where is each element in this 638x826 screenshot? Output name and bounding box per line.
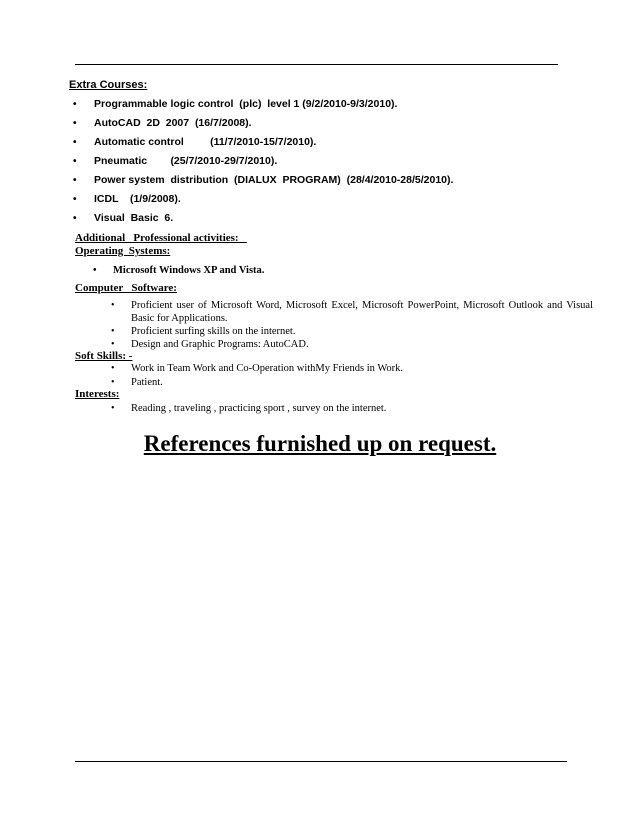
soft-skills-heading: Soft Skills: - — [75, 350, 133, 362]
extra-courses-heading: Extra Courses: — [69, 79, 148, 91]
bullet-icon: • — [73, 118, 77, 129]
operating-system-item — [93, 264, 265, 277]
operating-systems-heading: Operating Systems: — [75, 245, 171, 257]
operating-system-text: Microsoft Windows XP and Vista. — [113, 265, 265, 276]
bullet-icon: • — [111, 403, 115, 414]
soft-skill-text: Work in Team Work and Co-Operation withMy Friends in Work. — [131, 363, 404, 374]
interests-heading: Interests: — [75, 388, 120, 400]
interest-item — [111, 402, 387, 415]
bullet-icon: • — [73, 213, 77, 224]
course-text: Visual Basic 6. — [94, 212, 174, 224]
course-text: AutoCAD 2D 2007 (16/7/2008). — [94, 117, 252, 129]
soft-skill-item — [111, 362, 404, 375]
bullet-icon: • — [111, 300, 115, 311]
bullet-icon: • — [111, 363, 115, 374]
references-statement — [0, 431, 638, 457]
references-text: References furnished up on request. — [143, 431, 497, 456]
bullet-icon: • — [111, 377, 115, 388]
bullet-icon: • — [111, 326, 115, 337]
bullet-icon: • — [73, 194, 77, 205]
software-text: Design and Graphic Programs: AutoCAD. — [131, 339, 309, 350]
top-divider — [75, 64, 558, 65]
course-text: Automatic control (11/7/2010-15/7/2010). — [94, 136, 317, 148]
soft-skill-text: Patient. — [131, 377, 163, 388]
course-text: Programmable logic control (plc) level 1 (9/2/2010-9/3/2010). — [94, 98, 398, 110]
bullet-icon: • — [73, 99, 77, 110]
software-item — [111, 299, 593, 325]
bullet-icon: • — [73, 137, 77, 148]
bullet-icon: • — [73, 175, 77, 186]
bullet-icon: • — [93, 265, 97, 276]
interest-text: Reading , traveling , practicing sport , survey on the internet. — [131, 403, 387, 414]
bullet-icon: • — [111, 339, 115, 350]
computer-software-heading: Computer Software: — [75, 282, 177, 294]
software-text: Proficient user of Microsoft Word, Microsoft Excel, Microsoft PowerPoint, Microsoft Outlook and Visual Basic for Applications. — [131, 300, 593, 324]
software-item — [111, 325, 296, 338]
bottom-divider — [75, 761, 567, 762]
software-text: Proficient surfing skills on the internet. — [131, 326, 296, 337]
course-text: ICDL (1/9/2008). — [94, 193, 181, 205]
bullet-icon: • — [73, 156, 77, 167]
course-text: Pneumatic (25/7/2010-29/7/2010). — [94, 155, 278, 167]
software-item — [111, 338, 309, 351]
soft-skill-item — [111, 376, 163, 389]
additional-activities-heading: Additional Professional activities: — [75, 232, 247, 244]
course-text: Power system distribution (DIALUX PROGRAM) (28/4/2010-28/5/2010). — [94, 174, 454, 186]
